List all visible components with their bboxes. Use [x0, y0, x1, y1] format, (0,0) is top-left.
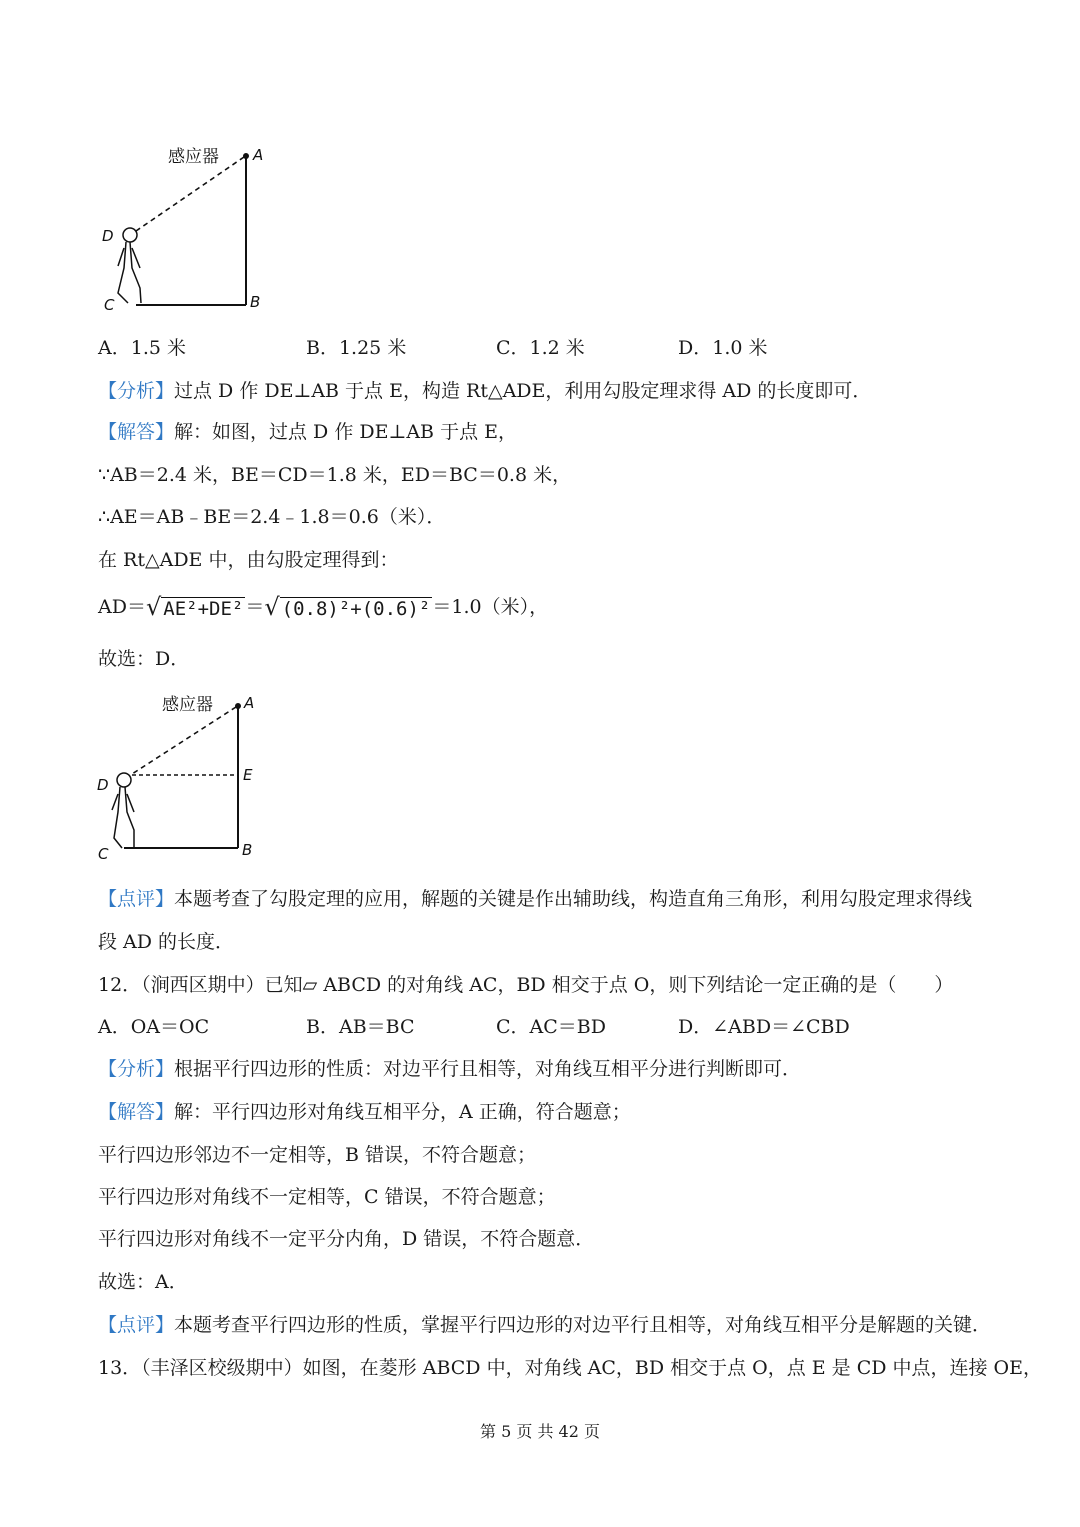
q11-choice: 故选：D．	[98, 648, 190, 670]
fig2-label-b: B	[242, 841, 253, 859]
sensor-figure-1	[96, 138, 276, 318]
q12-answer-1: 【解答】解：平行四边形对角线互相平分，A 正确，符合题意；	[98, 1101, 631, 1123]
option-c: C．1.2 米	[496, 337, 585, 359]
q11-answer-4: 在 Rt△ADE 中，由勾股定理得到：	[98, 549, 399, 571]
fig2-label-c: C	[98, 845, 109, 863]
q12-comment: 【点评】本题考查平行四边形的性质，掌握平行四边形的对边平行且相等，对角线互相平分是解题的关键．	[98, 1314, 992, 1336]
sqrt-1: √ AE²+DE²	[145, 593, 244, 621]
q12-answer-4: 平行四边形对角线不一定平分内角，D 错误，不符合题意．	[98, 1228, 595, 1250]
q12-stem: 12．（涧西区期中）已知▱ ABCD 的对角线 AC，BD 相交于点 O，则下列结论一定正确的是（ ）	[98, 974, 954, 996]
q12-answer-3: 平行四边形对角线不一定相等，C 错误，不符合题意；	[98, 1186, 556, 1208]
sensor-figure-2	[94, 688, 274, 866]
option-a: A．1.5 米	[98, 337, 186, 359]
q11-answer-1: 【解答】解：如图，过点 D 作 DE⊥AB 于点 E，	[98, 421, 517, 443]
q11-comment-1: 【点评】本题考查了勾股定理的应用，解题的关键是作出辅助线，构造直角三角形，利用勾股定理求得线	[98, 888, 973, 910]
sqrt-2: √ (0.8)²+(0.6)²	[264, 593, 431, 621]
q11-analysis: 【分析】过点 D 作 DE⊥AB 于点 E，构造 Rt△ADE，利用勾股定理求得 AD 的长度即可．	[98, 380, 872, 402]
q11-answer-2: ∵AB＝2.4 米，BE＝CD＝1.8 米，ED＝BC＝0.8 米，	[98, 464, 572, 486]
q11-formula: AD＝√ AE²+DE² ＝√ (0.8)²+(0.6)² ＝1.0（米），	[98, 592, 548, 624]
page-footer: 第 5 页 共 42 页	[480, 1422, 600, 1441]
fig2-label-a: A	[244, 694, 255, 712]
q13-stem: 13．（丰泽区校级期中）如图，在菱形 ABCD 中，对角线 AC，BD 相交于点 O，点 E 是 CD 中点，连接 OE，	[98, 1357, 1042, 1379]
q12-option-d: D．∠ABD＝∠CBD	[678, 1016, 850, 1038]
fig1-label-b: B	[250, 293, 261, 311]
q12-option-a: A．OA＝OC	[98, 1016, 210, 1038]
fig1-label-d: D	[102, 227, 114, 245]
fig1-sensor-label: 感应器	[168, 147, 219, 167]
option-d: D．1.0 米	[678, 337, 768, 359]
q11-answer-3: ∴AE＝AB﹣BE＝2.4﹣1.8＝0.6（米）．	[98, 506, 446, 528]
q12-option-c: C．AC＝BD	[496, 1016, 607, 1038]
option-b: B．1.25 米	[306, 337, 407, 359]
fig2-label-d: D	[97, 776, 109, 794]
fig1-label-c: C	[104, 296, 115, 314]
fig1-label-a: A	[253, 146, 264, 164]
q12-answer-2: 平行四边形邻边不一定相等，B 错误，不符合题意；	[98, 1144, 537, 1166]
fig2-sensor-label: 感应器	[162, 695, 213, 715]
q12-analysis: 【分析】根据平行四边形的性质：对边平行且相等，对角线互相平分进行判断即可．	[98, 1058, 802, 1080]
q11-comment-2: 段 AD 的长度．	[98, 931, 235, 953]
q12-choice: 故选：A．	[98, 1271, 188, 1293]
fig2-label-e: E	[243, 766, 253, 784]
q12-option-b: B．AB＝BC	[306, 1016, 415, 1038]
